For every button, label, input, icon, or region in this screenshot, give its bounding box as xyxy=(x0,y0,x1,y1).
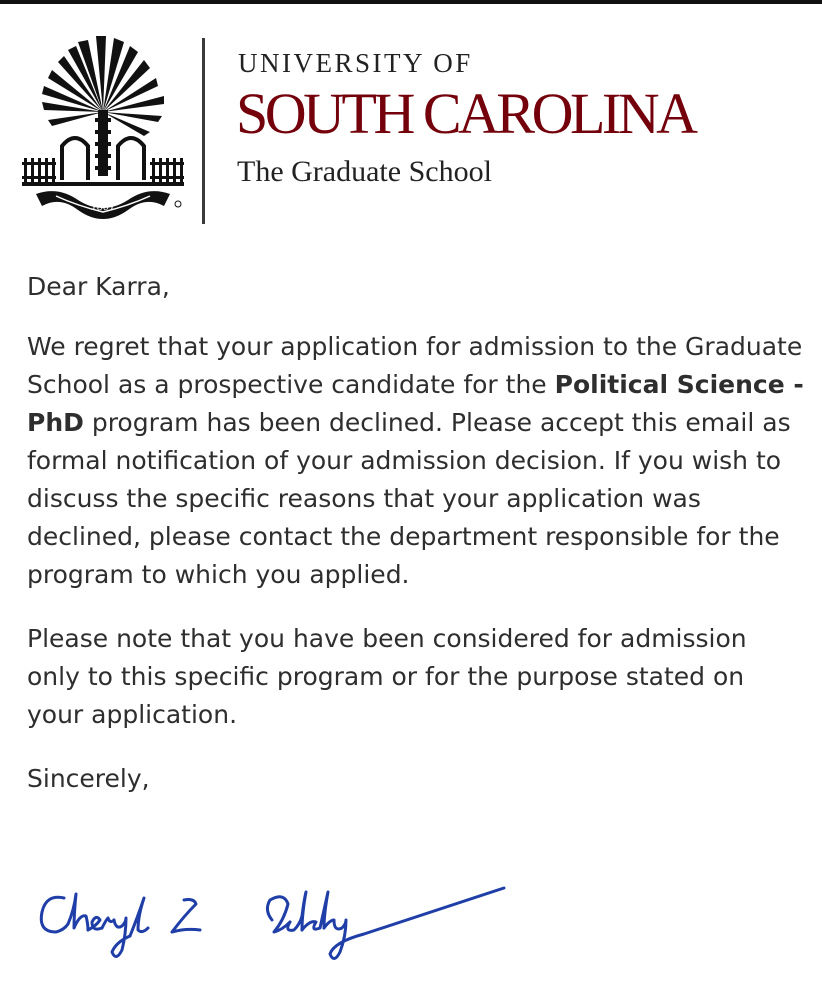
letter-body xyxy=(27,268,807,798)
university-of-text: UNIVERSITY OF xyxy=(238,48,473,78)
palmetto-tree-logo-icon xyxy=(18,34,188,219)
letterhead xyxy=(18,30,798,230)
consideration-paragraph: Please note that you have been considered for admission only to this specific program or for the purpose stated on your application. xyxy=(27,624,747,729)
decision-paragraph xyxy=(27,328,807,594)
svg-text:1801: 1801 xyxy=(91,199,115,213)
decision-rest-text: program has been declined. Please accept this email as formal notification of your admission decision. If you wish to discuss the specific reasons that your application was declined, please contact the department responsible for the program to which you applied. xyxy=(27,408,791,589)
greeting: Dear Karra, xyxy=(27,272,170,301)
letterhead-divider xyxy=(202,38,205,224)
closing: Sincerely, xyxy=(27,764,150,793)
handwritten-signature xyxy=(34,880,514,970)
top-border xyxy=(0,0,822,4)
graduate-school-text: The Graduate School xyxy=(237,155,492,188)
university-wordmark xyxy=(236,50,695,187)
decision-lead-text: We regret that your application for admission to the Graduate School as a prospective candidate for the xyxy=(27,332,803,399)
south-carolina-text: SOUTH CAROLINA xyxy=(236,81,695,146)
program-name: Political Science - PhD xyxy=(27,370,804,437)
